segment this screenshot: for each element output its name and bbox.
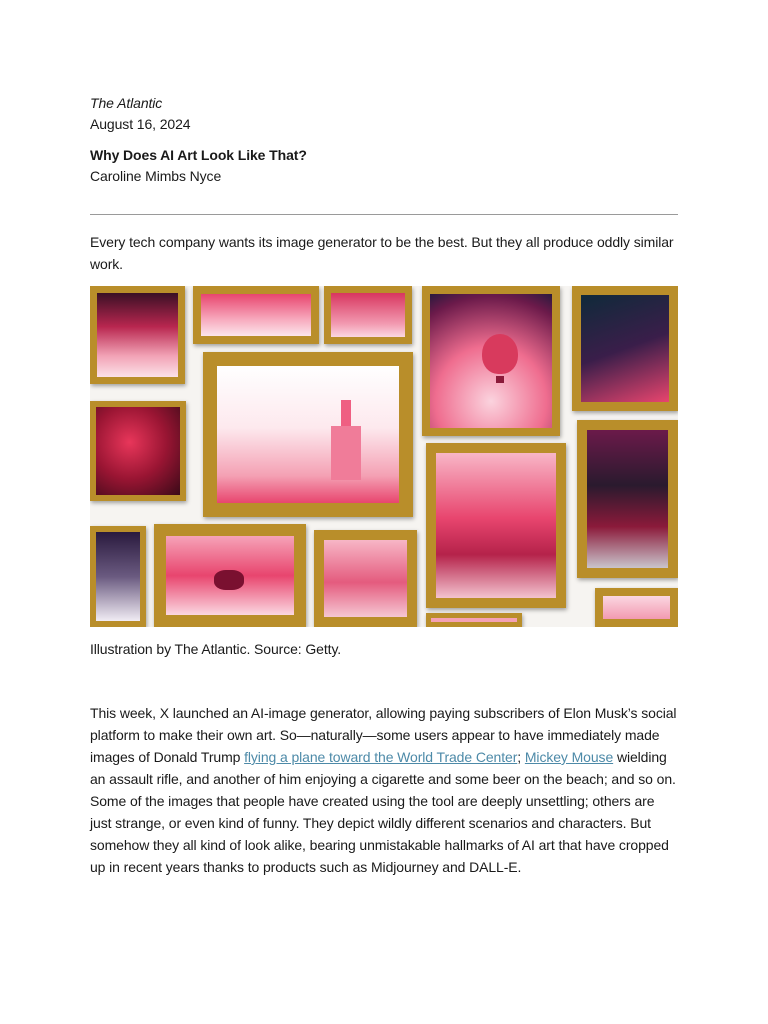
frame-bridge: [426, 443, 566, 608]
frame-waterfall: [90, 526, 146, 627]
frame-bottom-center: [426, 613, 522, 627]
frame-horse: [154, 524, 306, 627]
publication-date: August 16, 2024: [90, 116, 191, 132]
article-headline: Why Does AI Art Look Like That?: [90, 147, 307, 163]
frame-cliff: [577, 420, 678, 578]
frame-pink-sky: [193, 286, 319, 344]
frame-clouds: [324, 286, 412, 344]
publication-name: The Atlantic: [90, 95, 163, 111]
article-paragraph: [90, 702, 678, 878]
paragraph-text-3: wielding an assault rifle, and another of him enjoying a cigarette and some beer on the beach; and so on. Some of the images that people have created using the tool are deeply unsettling; others are just strange, or even kind of funny. They depict wildly different scenarios and characters. But somehow they all kind of look alike, bearing unmistakable hallmarks of AI art that have cropped up in recent years thanks to products such as Midjourney and DALL-E.: [90, 749, 676, 875]
frame-night-sky: [572, 286, 678, 411]
figure-caption: Illustration by The Atlantic. Source: Getty.: [90, 641, 342, 657]
paragraph-text-1: This week, X launched an AI-image generator, allowing paying subscribers of Elon Musk’s social platform to make their own art. So—naturally—some users appear to have immediately made images of Donald Trump: [90, 705, 677, 765]
article-dek: Every tech company wants its image generator to be the best. But they all produce oddly similar work.: [90, 234, 674, 272]
article-author: Caroline Mimbs Nyce: [90, 168, 222, 184]
world-trade-center-link[interactable]: flying a plane toward the World Trade Center: [244, 749, 518, 765]
frame-balloon: [422, 286, 560, 436]
mickey-mouse-link[interactable]: Mickey Mouse: [524, 749, 614, 765]
frame-red-tree: [90, 401, 186, 501]
illustration-image: [90, 286, 678, 627]
divider: [90, 214, 678, 215]
paragraph-text-2: ;: [517, 749, 525, 765]
frame-castle: [203, 352, 413, 517]
frame-volcano: [90, 286, 185, 384]
frame-plane: [314, 530, 417, 627]
article: [90, 93, 678, 878]
frame-bottom-right: [595, 588, 678, 627]
